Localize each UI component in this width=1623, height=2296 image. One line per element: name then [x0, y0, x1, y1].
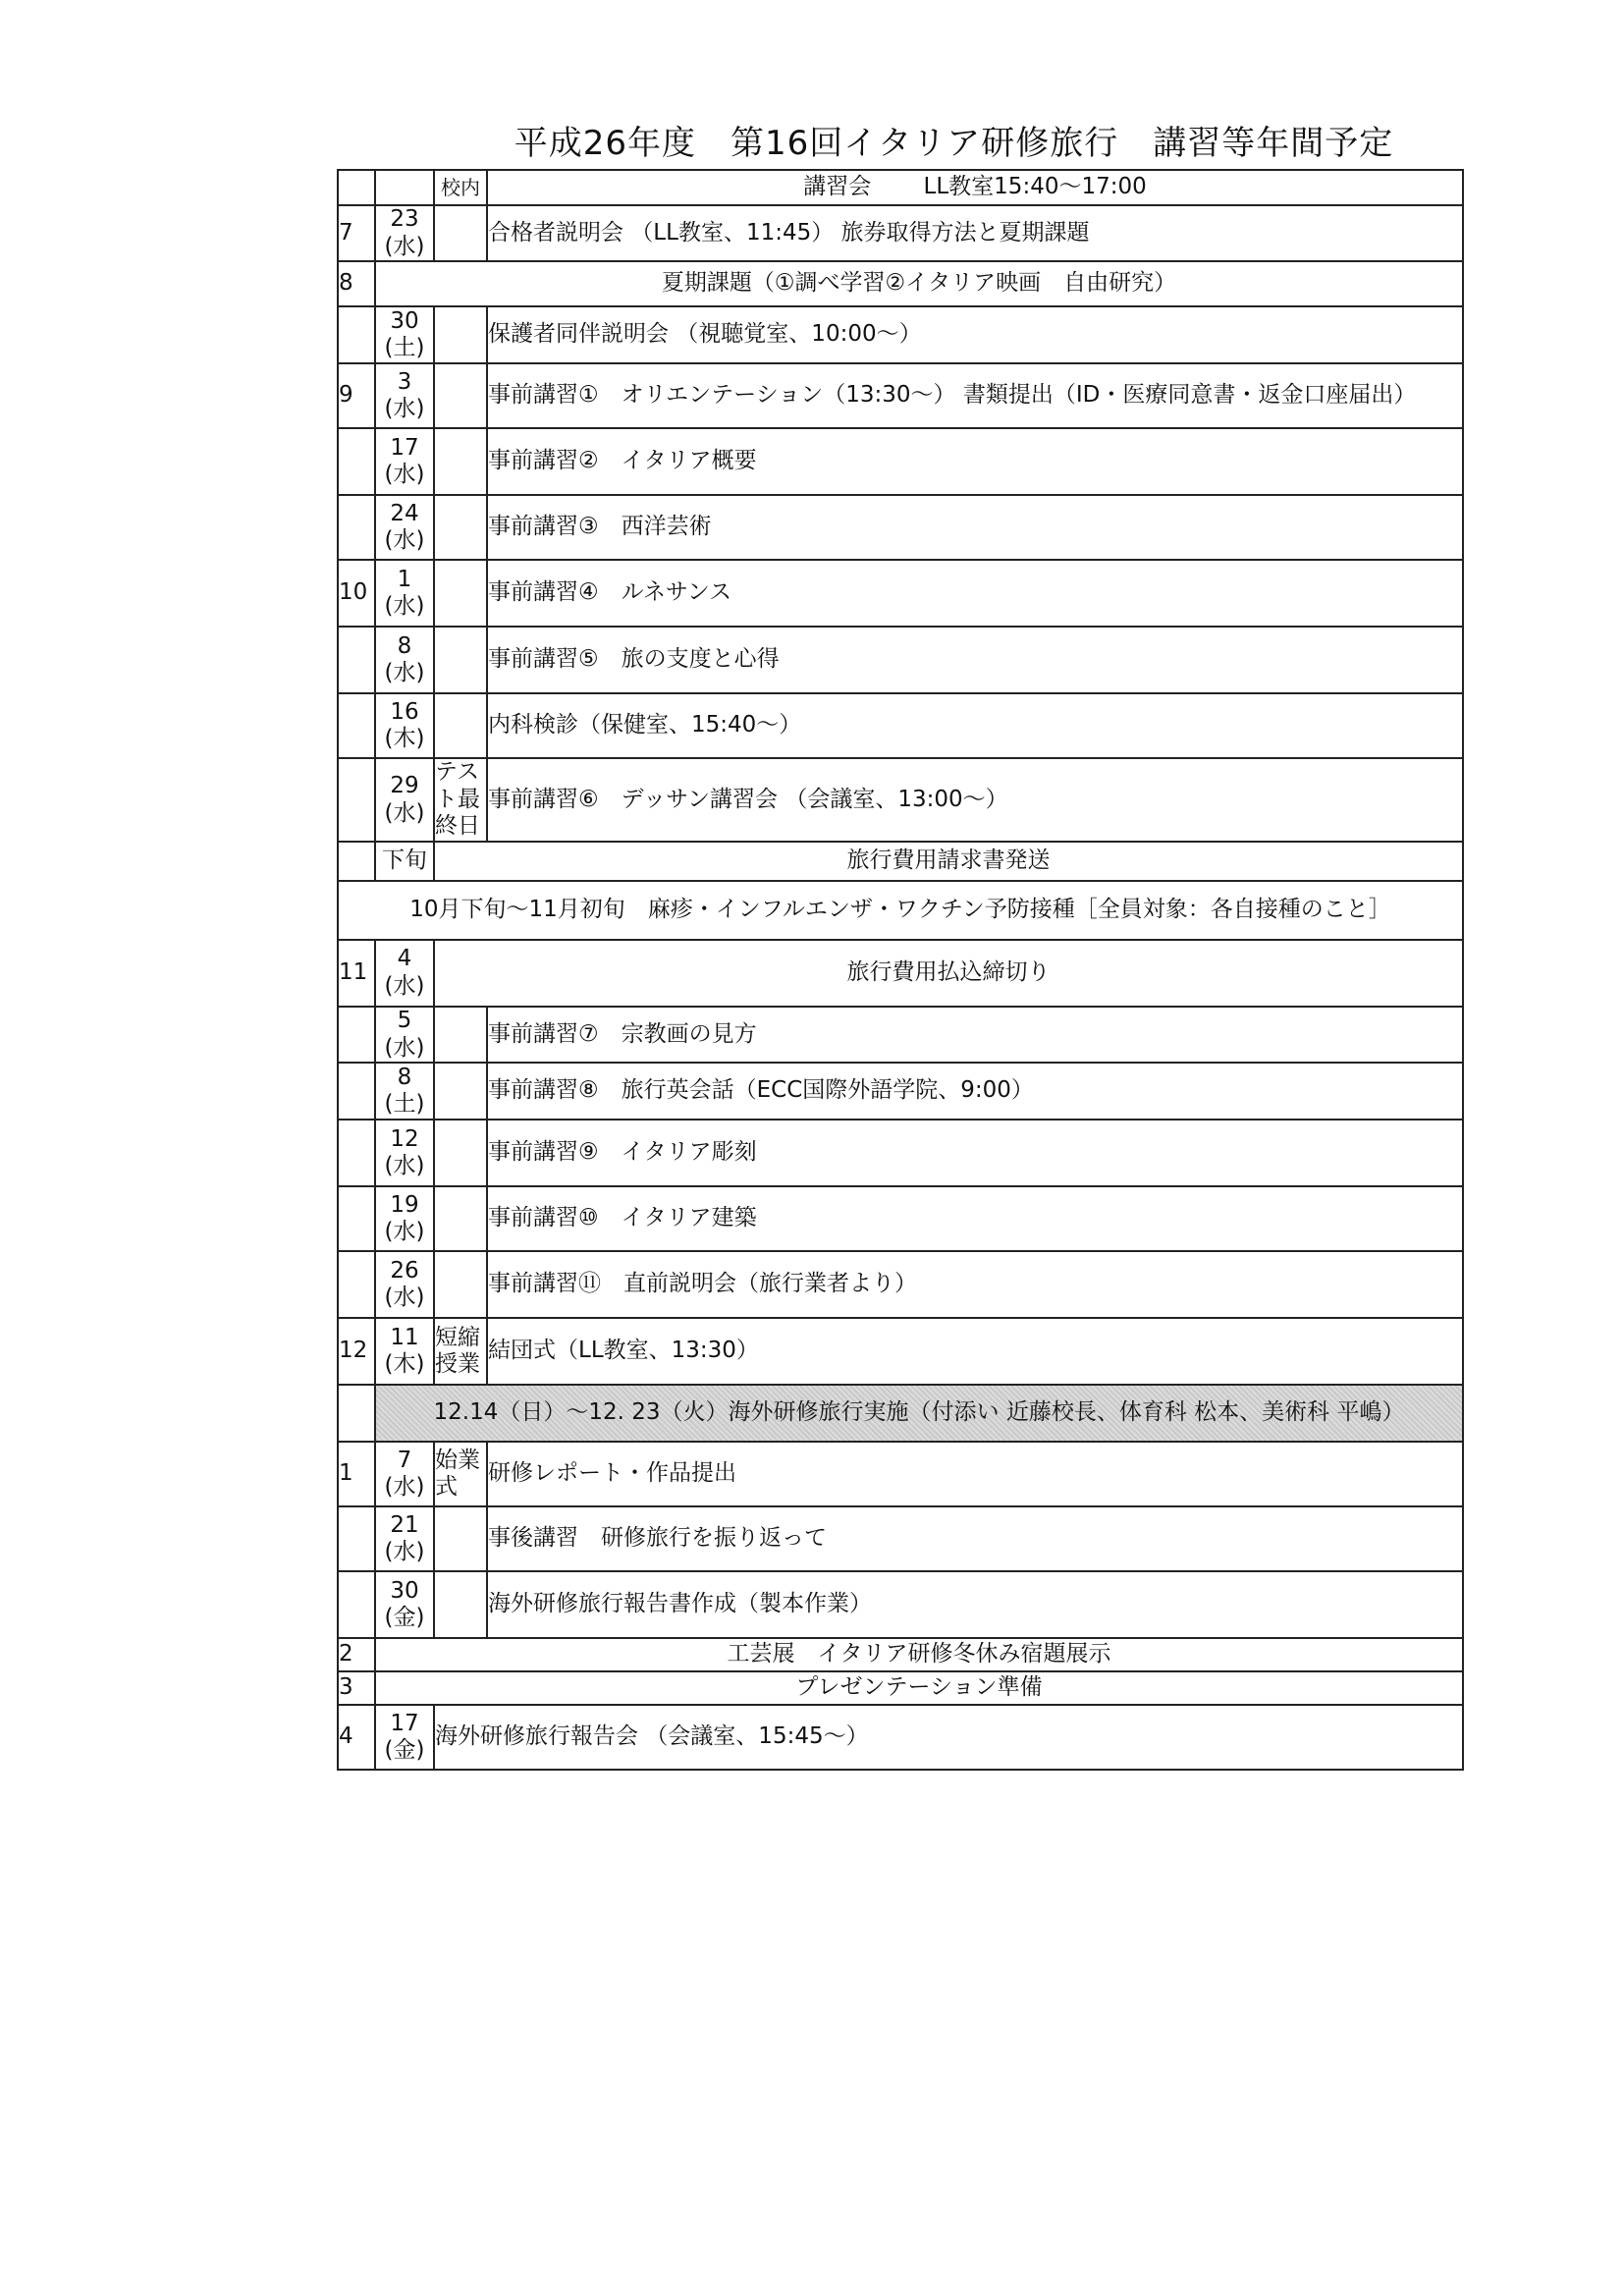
school-cell: [434, 363, 487, 428]
school-cell: [434, 1007, 487, 1063]
event-cell: 事前講習⑤ 旅の支度と心得: [487, 627, 1463, 693]
event-cell: 事前講習⑦ 宗教画の見方: [487, 1007, 1463, 1063]
day-of-week: (金): [384, 1737, 425, 1764]
event-cell: 事前講習② イタリア概要: [487, 428, 1463, 495]
day-cell: [375, 1251, 434, 1318]
day-of-week: (水): [384, 1474, 425, 1501]
table-row: [338, 1571, 1463, 1638]
day-number: 26: [390, 1257, 419, 1284]
table-row: [338, 1442, 1463, 1506]
event-cell: 事前講習⑩ イタリア建築: [487, 1186, 1463, 1251]
month-cell: [338, 1506, 375, 1571]
month-cell: [338, 495, 375, 560]
month-cell: [338, 170, 375, 205]
day-cell: [375, 1063, 434, 1120]
day-number: 29: [390, 772, 419, 798]
event-cell: 工芸展 イタリア研修冬休み宿題展示: [375, 1638, 1463, 1671]
day-of-week: (水): [384, 972, 425, 999]
month-cell: 4: [338, 1705, 375, 1770]
day-of-week: (土): [384, 335, 425, 361]
day-number: 12: [390, 1125, 419, 1152]
day-number: 4: [397, 946, 412, 972]
day-cell: [375, 428, 434, 495]
day-cell: [375, 1318, 434, 1385]
day-number: 21: [390, 1511, 419, 1538]
day-of-week: (金): [384, 1605, 425, 1631]
table-row: [338, 495, 1463, 560]
table-row: [338, 627, 1463, 693]
event-cell: 事前講習⑥ デッサン講習会 （会議室、13:00～）: [487, 758, 1463, 842]
day-cell: [375, 1571, 434, 1638]
table-row: [338, 1638, 1463, 1671]
day-number: 17: [390, 1710, 419, 1736]
school-cell: [434, 495, 487, 560]
event-cell: 海外研修旅行報告会 （会議室、15:45～）: [434, 1705, 1463, 1770]
event-cell: 事前講習③ 西洋芸術: [487, 495, 1463, 560]
school-cell: [434, 693, 487, 758]
day-number: 19: [390, 1191, 419, 1218]
table-row: [338, 1671, 1463, 1705]
month-cell: [338, 1571, 375, 1638]
day-of-week: (水): [384, 799, 425, 826]
month-cell: [338, 758, 375, 842]
day-cell: [375, 940, 434, 1007]
day-of-week: (土): [384, 1091, 425, 1118]
day-of-week: (水): [384, 233, 425, 259]
school-cell: 始業式: [434, 1442, 487, 1506]
day-cell: [375, 1506, 434, 1571]
month-cell: [338, 842, 375, 881]
table-row: [338, 1705, 1463, 1770]
table-row: [338, 205, 1463, 261]
school-cell: テスト最終日: [434, 758, 487, 842]
month-cell: [338, 428, 375, 495]
table-row: [338, 940, 1463, 1007]
month-cell: 12: [338, 1318, 375, 1385]
day-cell: [375, 842, 434, 881]
month-cell: 7: [338, 205, 375, 261]
day-of-week: (水): [384, 396, 425, 422]
school-cell: [434, 428, 487, 495]
school-cell: [434, 1120, 487, 1186]
day-cell: [375, 1186, 434, 1251]
month-cell: 11: [338, 940, 375, 1007]
day-number: 30: [390, 1577, 419, 1604]
day-cell: [375, 1442, 434, 1506]
event-cell: 旅行費用払込締切り: [434, 940, 1463, 1007]
day-number: 11: [390, 1324, 419, 1350]
school-cell: [434, 1186, 487, 1251]
day-cell: [375, 758, 434, 842]
event-cell: 事後講習 研修旅行を振り返って: [487, 1506, 1463, 1571]
table-row: [338, 1385, 1463, 1442]
day-cell: [375, 306, 434, 363]
day-of-week: (水): [384, 1539, 425, 1565]
day-cell: [375, 363, 434, 428]
day-cell: [375, 1007, 434, 1063]
day-of-week: (水): [384, 593, 425, 620]
month-cell: [338, 1007, 375, 1063]
full-width-note: 10月下旬～11月初旬 麻疹・インフルエンザ・ワクチン予防接種［全員対象：各自接種のこと］: [338, 881, 1463, 940]
table-row: [338, 758, 1463, 842]
header-main: 講習会 LL教室15:40～17:00: [487, 170, 1463, 205]
month-cell: 2: [338, 1638, 375, 1671]
table-row: [338, 363, 1463, 428]
table-row: [338, 1186, 1463, 1251]
month-cell: [338, 1385, 375, 1442]
school-cell: 短縮授業: [434, 1318, 487, 1385]
day-cell: [375, 627, 434, 693]
day-number: 17: [390, 434, 419, 461]
table-row: [338, 693, 1463, 758]
table-row: [338, 261, 1463, 306]
day-number: 8: [397, 632, 412, 659]
event-cell: 事前講習① オリエンテーション（13:30～） 書類提出（ID・医療同意書・返金口座届出）: [487, 363, 1463, 428]
schedule-table: [337, 169, 1464, 1771]
school-cell: [434, 1506, 487, 1571]
day-of-week: (水): [384, 660, 425, 686]
day-number: 7: [397, 1447, 412, 1473]
month-cell: [338, 1251, 375, 1318]
day-number: 16: [390, 698, 419, 725]
school-cell: [434, 627, 487, 693]
month-cell: [338, 1186, 375, 1251]
day-of-week: (水): [384, 1285, 425, 1311]
event-cell: 事前講習⑧ 旅行英会話（ECC国際外語学院、9:00）: [487, 1063, 1463, 1120]
day-number: 30: [390, 307, 419, 334]
day-number: 8: [397, 1064, 412, 1090]
table-row: [338, 1007, 1463, 1063]
day-number: 1: [397, 566, 412, 592]
event-cell: 事前講習⑨ イタリア彫刻: [487, 1120, 1463, 1186]
table-row: [338, 1318, 1463, 1385]
day-number: 3: [397, 368, 412, 395]
day-cell: [375, 205, 434, 261]
school-cell: [434, 205, 487, 261]
event-cell: 合格者説明会 （LL教室、11:45） 旅券取得方法と夏期課題: [487, 205, 1463, 261]
month-cell: [338, 306, 375, 363]
event-cell: 結団式（LL教室、13:30）: [487, 1318, 1463, 1385]
table-row: [338, 881, 1463, 940]
table-row: [338, 1506, 1463, 1571]
month-cell: [338, 627, 375, 693]
day-of-week: (水): [384, 1034, 425, 1061]
day-of-week: (木): [384, 1351, 425, 1378]
day-of-week: (水): [384, 527, 425, 554]
month-cell: 10: [338, 560, 375, 627]
day-number: 下旬: [382, 847, 427, 874]
event-cell: 夏期課題（①調べ学習②イタリア映画 自由研究）: [375, 261, 1463, 306]
trip-period-cell: 12.14（日）～12. 23（火）海外研修旅行実施（付添い 近藤校長、体育科 松本、美術科 平嶋）: [375, 1385, 1463, 1442]
school-cell: [434, 1571, 487, 1638]
month-cell: [338, 693, 375, 758]
day-number: 24: [390, 500, 419, 526]
header-school: 校内: [434, 170, 487, 205]
day-cell: [375, 1705, 434, 1770]
event-cell: 内科検診（保健室、15:40～）: [487, 693, 1463, 758]
header-row: [338, 170, 1463, 205]
day-of-week: (水): [384, 1153, 425, 1179]
day-cell: [375, 560, 434, 627]
event-cell: 海外研修旅行報告書作成（製本作業）: [487, 1571, 1463, 1638]
event-cell: 旅行費用請求書発送: [434, 842, 1463, 881]
day-cell: [375, 495, 434, 560]
table-row: [338, 1120, 1463, 1186]
day-number: 23: [390, 206, 419, 232]
page-title: 平成26年度 第16回イタリア研修旅行 講習等年間予定: [514, 124, 1394, 163]
day-of-week: (水): [384, 462, 425, 488]
month-cell: [338, 1120, 375, 1186]
day-cell: [375, 170, 434, 205]
month-cell: 8: [338, 261, 375, 306]
day-of-week: (木): [384, 726, 425, 752]
event-cell: 事前講習⑪ 直前説明会（旅行業者より）: [487, 1251, 1463, 1318]
month-cell: 3: [338, 1671, 375, 1705]
school-cell: [434, 1063, 487, 1120]
month-cell: [338, 1063, 375, 1120]
school-cell: [434, 1251, 487, 1318]
day-number: 5: [397, 1007, 412, 1033]
table-row: [338, 306, 1463, 363]
table-row: [338, 428, 1463, 495]
table-row: [338, 842, 1463, 881]
month-cell: 9: [338, 363, 375, 428]
event-cell: 事前講習④ ルネサンス: [487, 560, 1463, 627]
day-of-week: (水): [384, 1219, 425, 1245]
event-cell: 保護者同伴説明会 （視聴覚室、10:00～）: [487, 306, 1463, 363]
school-cell: [434, 306, 487, 363]
table-row: [338, 1251, 1463, 1318]
day-cell: [375, 693, 434, 758]
table-row: [338, 560, 1463, 627]
event-cell: プレゼンテーション準備: [375, 1671, 1463, 1705]
table-row: [338, 1063, 1463, 1120]
event-cell: 研修レポート・作品提出: [487, 1442, 1463, 1506]
day-cell: [375, 1120, 434, 1186]
school-cell: [434, 560, 487, 627]
month-cell: 1: [338, 1442, 375, 1506]
